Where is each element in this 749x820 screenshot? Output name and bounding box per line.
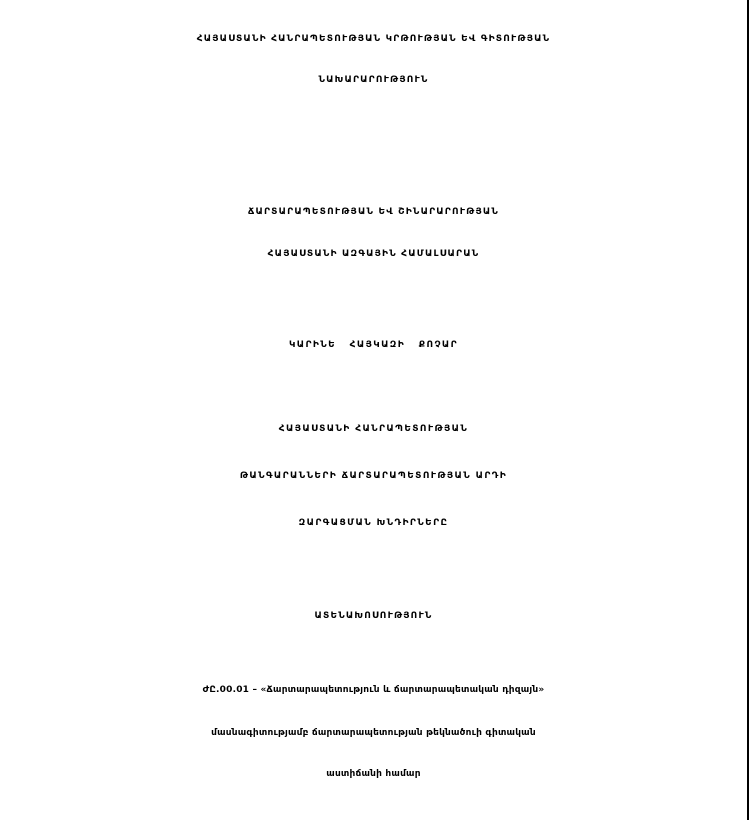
specialty-line-3: աստիճանի համար bbox=[326, 769, 421, 779]
author-name: ԿԱՐԻՆԵ ՀԱՅԿԱԶԻ ՔՈՉԱՐ bbox=[288, 340, 459, 350]
dissertation-title-line-3: ԶԱՐԳԱՑՄԱՆ ԽՆԴԻՐՆԵՐԸ bbox=[298, 518, 449, 528]
specialty-line-1: ԺԸ.00.01 – «Ճարտարապետություն և ճարտարապետական դիզայն» bbox=[202, 685, 545, 695]
dissertation-title-line-1: ՀԱՅԱՍՏԱՆԻ ՀԱՆՐԱՊԵՏՈՒԹՅԱՆ bbox=[278, 424, 469, 434]
university-line-2: ՀԱՅԱՍՏԱՆԻ ԱԶԳԱՅԻՆ ՀԱՄԱԼՍԱՐԱՆ bbox=[267, 249, 480, 259]
ministry-line-2: ՆԱԽԱՐԱՐՈՒԹՅՈՒՆ bbox=[318, 75, 429, 85]
specialty-line-2: մասնագիտությամբ ճարտարապետության թեկնածուի գիտական bbox=[211, 728, 536, 738]
ministry-line-1: ՀԱՅԱՍՏԱՆԻ ՀԱՆՐԱՊԵՏՈՒԹՅԱՆ ԿՐԹՈՒԹՅԱՆ ԵՎ ԳԻՏՈՒԹՅԱՆ bbox=[196, 34, 551, 44]
university-line-1: ՃԱՐՏԱՐԱՊԵՏՈՒԹՅԱՆ ԵՎ ՇԻՆԱՐԱՐՈՒԹՅԱՆ bbox=[247, 207, 500, 217]
dissertation-title-line-2: ԹԱՆԳԱՐԱՆՆԵՐԻ ՃԱՐՏԱՐԱՊԵՏՈՒԹՅԱՆ ԱՐԴԻ bbox=[239, 471, 508, 481]
document-type: ԱՏԵՆԱԽՈՍՈՒԹՅՈՒՆ bbox=[314, 611, 433, 621]
